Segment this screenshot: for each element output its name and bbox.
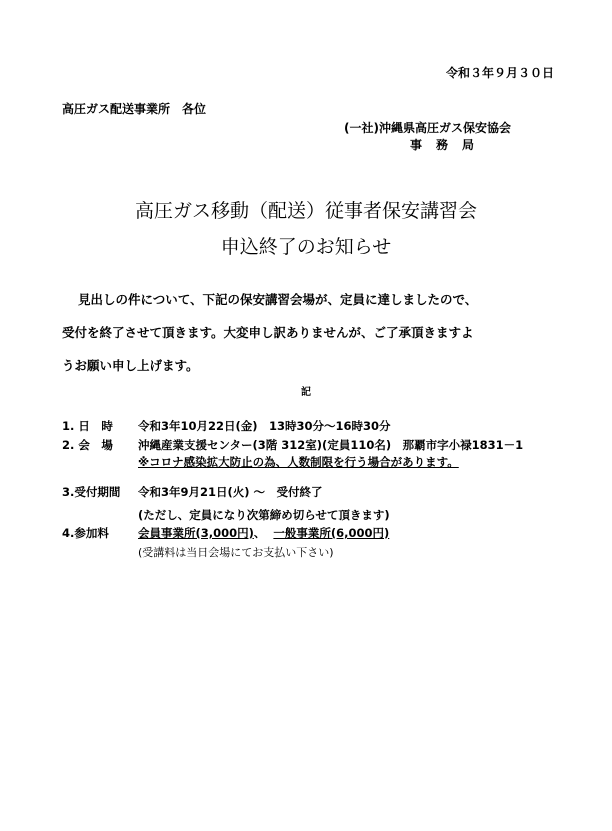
title-line-1: 高圧ガス移動（配送）従事者保安講習会 [134, 200, 477, 222]
item-venue-value: 沖縄産業支援センター(3階 312室)(定員110名) 那覇市字小禄1831－1 [138, 438, 524, 452]
document-date: 令和３年９月３０日 [445, 66, 554, 80]
body-line-3: うお願い申し上げます。 [62, 358, 199, 373]
item-datetime-value: 令和3年10月22日(金) 13時30分～16時30分 [138, 419, 391, 433]
item-fee-value [138, 525, 389, 541]
item-fee-label: 4.参加料 [62, 526, 109, 540]
item-datetime-label: 1. 日 時 [62, 419, 113, 433]
item-venue-note: ※コロナ感染拡大防止の為、人数制限を行う場合があります。 [138, 455, 459, 469]
fee-nonmember: 一般事業所(6,000円) [273, 526, 390, 540]
item-period-label: 3.受付期間 [62, 485, 121, 499]
title-line-2: 申込終了のお知らせ [220, 236, 392, 258]
ki-heading: 記 [301, 387, 311, 398]
item-fee-note: (受講料は当日会場にてお支払い下さい) [138, 546, 334, 559]
body-line-1: 見出しの件について、下記の保安講習会場が、定員に達しましたので、 [78, 292, 478, 307]
item-venue-label: 2. 会 場 [62, 438, 113, 452]
sender-organization: (一社)沖縄県高圧ガス保安協会 [344, 121, 511, 135]
body-line-2: 受付を終了させて頂きます。大変申し訳ありませんが、ご了承頂きますよ [62, 325, 474, 340]
fee-member: 会員事業所(3,000円) [138, 526, 254, 540]
fee-separator: 、 [253, 526, 266, 540]
addressee: 高圧ガス配送事業所 各位 [62, 102, 207, 116]
item-period-value: 令和3年9月21日(火) ～ 受付終了 [138, 485, 323, 499]
sender-office: 事 務 局 [410, 138, 476, 152]
item-period-note: (ただし、定員になり次第締め切らせて頂きます) [138, 508, 390, 522]
